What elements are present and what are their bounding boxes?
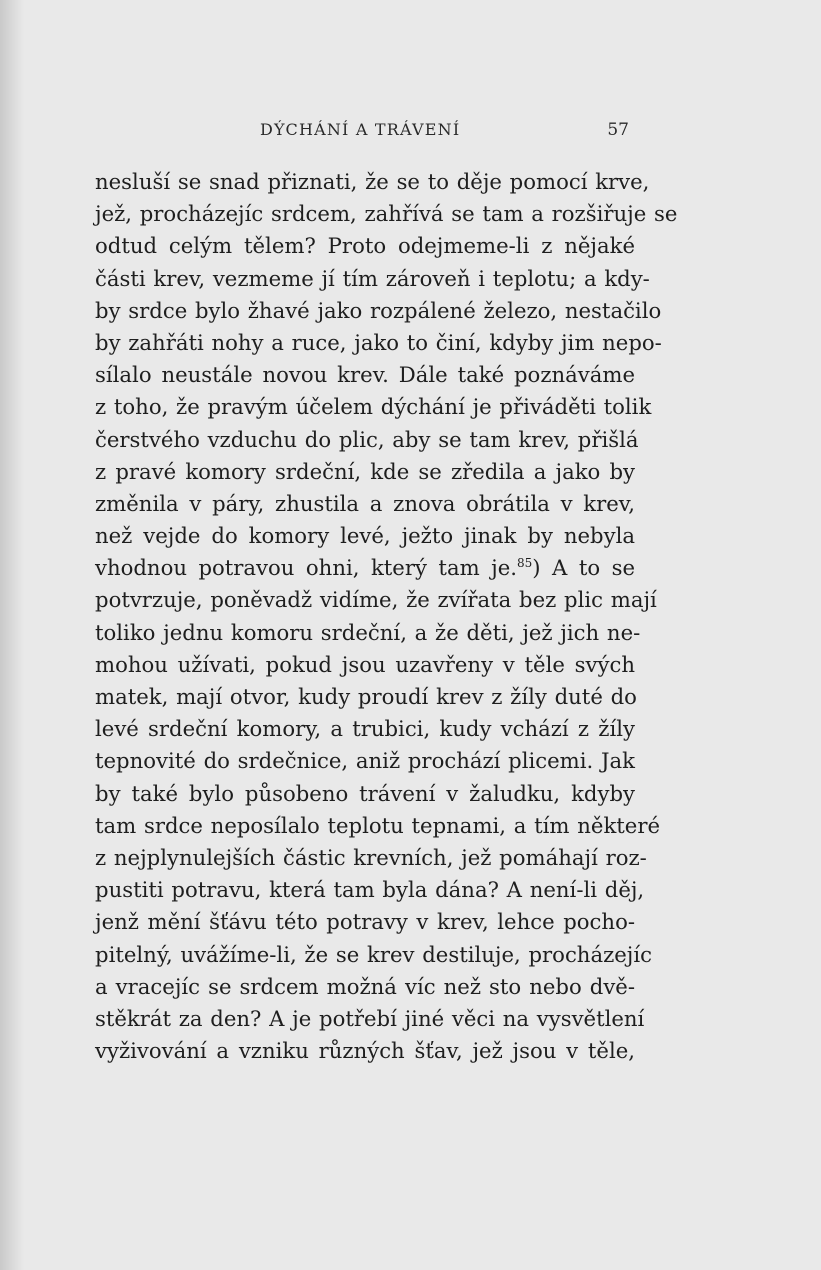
body-text [95, 166, 678, 1067]
text-line: sílalo neustále novou krev. Dále také poznáváme [95, 362, 635, 388]
text-line: stěkrát za den? A je potřebí jiné věci na vysvětlení [95, 1005, 645, 1031]
text-line: a vracejíc se srdcem možná víc než sto nebo dvě- [95, 973, 635, 999]
text-line: než vejde do komory levé, ježto jinak by nebyla [95, 523, 635, 549]
text-line: z nejplynulejších částic krevních, jež pomáhají roz- [95, 844, 647, 870]
text-line: z pravé komory srdeční, kde se zředila a jako by [95, 458, 635, 484]
text-line: matek, mají otvor, kudy proudí krev z žíly duté do [95, 684, 637, 709]
text-line: nesluší se snad přiznati, že se to děje pomocí krve, [95, 169, 650, 194]
text-line: části krev, vezmeme jí tím zároveň i teplotu; a kdy- [95, 265, 650, 291]
text-line: pitelný, uvážíme-li, že se krev destiluje, procházejíc [95, 941, 652, 967]
text-line: změnila v páry, zhustila a znova obrátila v krev, [95, 490, 635, 516]
text-line: pustiti potravu, která tam byla dána? A není-li děj, [95, 877, 645, 903]
page-gutter-shadow [0, 0, 24, 1270]
text-line-tail: ) A to se [532, 555, 635, 581]
text-line: toliko jednu komoru srdeční, a že děti, jež jich ne- [95, 619, 641, 645]
text-line: tam srdce neposílalo teplotu tepnami, a tím některé [95, 812, 661, 838]
page-number: 57 [607, 120, 629, 140]
text-line: jenž mění šťávu této potravy v krev, lehce pocho- [95, 909, 635, 935]
text-line: mohou užívati, pokud jsou uzavřeny v těle svých [95, 651, 635, 677]
text-line: tepnovité do srdečnice, aniž prochází plicemi. Jak [95, 748, 635, 774]
text-line: by zahřáti nohy a ruce, jako to činí, kdyby jim nepo- [95, 329, 662, 355]
text-line-head: vhodnou potravou ohni, který tam je. [95, 555, 517, 581]
text-line: vyživování a vzniku různých šťav, jež jsou v těle, [95, 1038, 635, 1064]
running-title: DÝCHÁNÍ A TRÁVENÍ [260, 120, 461, 139]
text-line: čerstvého vzduchu do plic, aby se tam krev, přišlá [95, 426, 639, 452]
text-line-with-footnote [95, 552, 635, 584]
text-line: levé srdeční komory, a trubici, kudy vchází z žíly [95, 716, 635, 742]
text-line: by také bylo působeno trávení v žaludku, kdyby [95, 780, 635, 806]
text-line: potvrzuje, poněvadž vidíme, že zvířata bez plic mají [95, 587, 657, 613]
text-line: z toho, že pravým účelem dýchání je přiváděti tolik [95, 394, 652, 420]
page-header [95, 120, 635, 146]
text-line: by srdce bylo žhavé jako rozpálené železo, nestačilo [95, 297, 662, 323]
text-line: odtud celým tělem? Proto odejmeme-li z nějaké [95, 233, 635, 259]
footnote-reference: 85 [517, 556, 533, 571]
text-line: jež, procházejíc srdcem, zahřívá se tam a rozšiřuje se [95, 201, 678, 227]
